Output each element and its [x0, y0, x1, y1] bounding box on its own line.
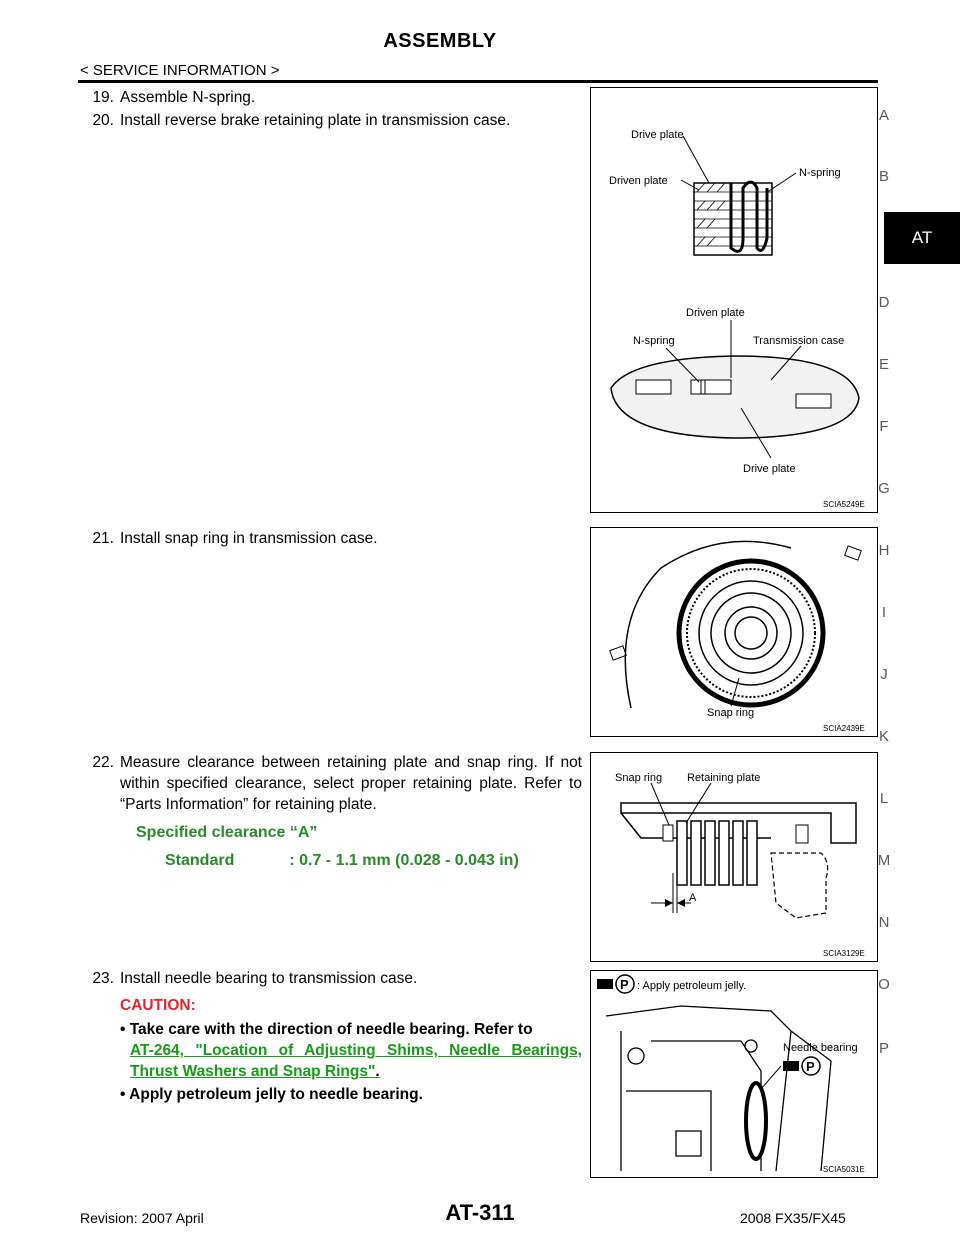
label-driven-plate-top: Driven plate	[609, 175, 668, 187]
side-index-h[interactable]: H	[878, 542, 890, 559]
figure-snap-ring	[590, 527, 878, 737]
label-drive-plate-top: Drive plate	[631, 129, 684, 141]
spec-value: : 0.7 - 1.1 mm (0.028 - 0.043 in)	[289, 852, 519, 869]
label-n-spring-mid: N-spring	[633, 335, 675, 347]
label-snap-ring: Snap ring	[615, 772, 663, 784]
section-label: < SERVICE INFORMATION >	[80, 62, 280, 79]
label-needle-bearing: Needle bearing	[783, 1042, 858, 1054]
figure-needle-bearing	[590, 970, 878, 1178]
figure-id: SCIA3129E	[823, 949, 865, 958]
side-index-a[interactable]: A	[878, 107, 889, 124]
cross-reference-link[interactable]	[130, 1040, 582, 1082]
side-index-e[interactable]: E	[878, 356, 889, 373]
side-index-at-active[interactable]: AT	[884, 212, 960, 264]
figure-id: SCIA5249E	[823, 500, 865, 509]
step-text: Assemble N-spring.	[120, 89, 256, 106]
label-retaining-plate: Retaining plate	[687, 772, 761, 784]
step-21	[80, 528, 378, 549]
figure-id: SCIA2439E	[823, 724, 865, 733]
step-text: Install reverse brake retaining plate in transmission case.	[120, 112, 511, 129]
side-index-o[interactable]: O	[878, 976, 890, 993]
figure-n-spring	[590, 87, 878, 513]
caution-heading: CAUTION:	[120, 997, 196, 1014]
snap-ring-diagram	[591, 528, 877, 736]
page-title: ASSEMBLY	[383, 30, 497, 52]
step-number: 23.	[92, 970, 114, 987]
step-text: Install needle bearing to transmission case.	[120, 970, 418, 987]
cross-reference-text[interactable]: AT-264, "Location of Adjusting Shims, Needle Bearings, Thrust Washers and Snap Rings"	[130, 1042, 582, 1080]
side-index-k[interactable]: K	[878, 728, 889, 745]
footer-page-number: AT-311	[445, 1200, 515, 1225]
link-suffix: .	[375, 1063, 380, 1080]
side-index-j[interactable]: J	[880, 666, 888, 683]
caution-bullet-2: • Apply petroleum jelly to needle bearing.	[120, 1086, 423, 1103]
label-apply-petroleum-jelly: : Apply petroleum jelly.	[637, 980, 747, 992]
step-22-text: Measure clearance between retaining plate and snap ring. If not within specified clearance, select proper retaining plate. Refer to “Parts Information” for retaining plate.	[120, 754, 582, 813]
needle-bearing-diagram	[591, 971, 877, 1177]
n-spring-diagram	[591, 88, 877, 512]
figure-id: SCIA5031E	[823, 1165, 865, 1174]
side-index-l[interactable]: L	[879, 790, 889, 807]
caution-bullet-2-text: Apply petroleum jelly to needle bearing.	[129, 1086, 423, 1103]
side-index-d[interactable]: D	[878, 294, 890, 311]
side-index-p[interactable]: P	[878, 1040, 889, 1057]
label-driven-plate-mid: Driven plate	[686, 307, 745, 319]
footer-model: 2008 FX35/FX45	[740, 1210, 846, 1226]
step-number: 19.	[92, 89, 114, 106]
step-19	[80, 87, 255, 108]
step-number: 21.	[92, 530, 114, 547]
step-23	[80, 968, 417, 989]
step-20	[80, 110, 510, 131]
caution-bullet-1: • Take care with the direction of needle bearing. Refer to	[120, 1021, 533, 1038]
side-index-g[interactable]: G	[878, 480, 890, 497]
side-index-n[interactable]: N	[878, 914, 890, 931]
header-divider	[78, 80, 878, 83]
step-text: Install snap ring in transmission case.	[120, 530, 378, 547]
label-n-spring-top: N-spring	[799, 167, 841, 179]
spec-heading: Specified clearance “A”	[136, 824, 318, 841]
label-a: A	[689, 892, 697, 904]
footer-revision: Revision: 2007 April	[80, 1210, 204, 1226]
label-drive-plate-bottom: Drive plate	[743, 463, 796, 475]
spec-row	[165, 852, 519, 870]
side-index-m[interactable]: M	[877, 852, 891, 869]
figure-clearance	[590, 752, 878, 962]
p-symbol: P	[806, 1059, 815, 1074]
clearance-diagram	[591, 753, 877, 961]
label-snap-ring: Snap ring	[707, 707, 755, 719]
caution-bullet-1-text: Take care with the direction of needle bearing. Refer to	[129, 1021, 533, 1038]
step-22	[80, 752, 120, 773]
step-number: 20.	[92, 112, 114, 129]
step-number: 22.	[92, 754, 114, 771]
side-index-b[interactable]: B	[878, 168, 889, 185]
label-transmission-case: Transmission case	[753, 335, 845, 347]
side-index-f[interactable]: F	[879, 418, 889, 435]
side-index-i[interactable]: I	[881, 604, 887, 621]
spec-label: Standard	[165, 852, 235, 869]
p-symbol: P	[620, 977, 629, 992]
